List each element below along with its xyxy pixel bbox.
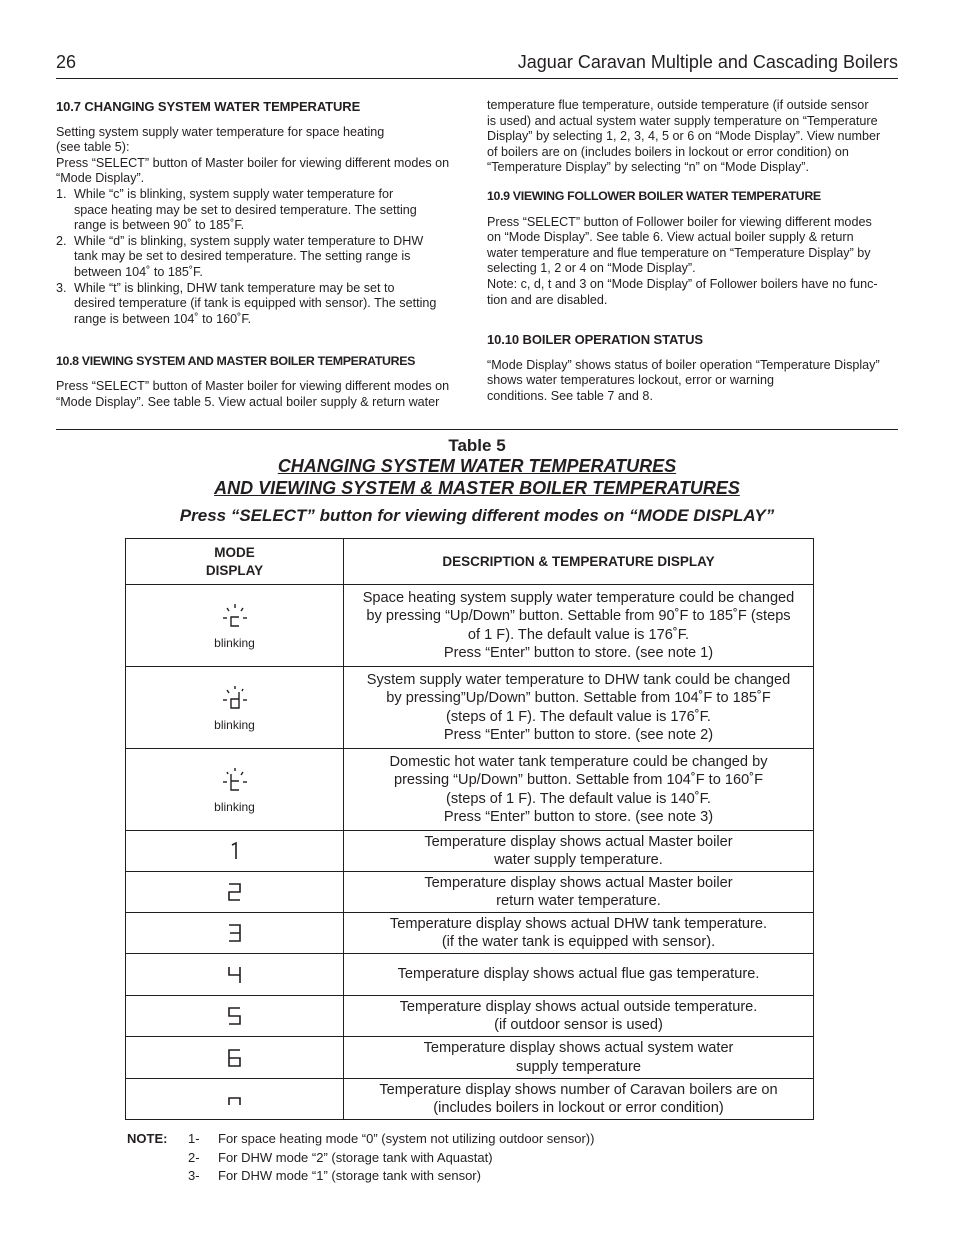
right-column bbox=[487, 98, 899, 405]
section-10-9-heading: 10.9 VIEWING FOLLOWER BOILER WATER TEMPERATURE bbox=[487, 188, 821, 203]
text-line: range is between 90˚ to 185˚F. bbox=[74, 218, 245, 233]
text-line: Temperature display shows actual Master boiler bbox=[424, 874, 733, 891]
text-line: conditions. See table 7 and 8. bbox=[487, 388, 653, 403]
description-cell bbox=[344, 831, 814, 872]
text-line: Press “Enter” button to store. (see note 1) bbox=[443, 644, 714, 661]
table-row bbox=[126, 954, 814, 996]
table-row bbox=[126, 996, 814, 1037]
text-line: Note: c, d, t and 3 on “Mode Display” of Follower boilers have no func- bbox=[487, 276, 878, 291]
segment-digit-4-icon bbox=[225, 964, 245, 986]
list-number: 3. bbox=[56, 280, 67, 295]
mode-display-table bbox=[125, 538, 814, 1120]
text-line: Temperature display shows actual outside temperature. bbox=[399, 998, 758, 1015]
text-line: shows water temperatures lockout, error or warning bbox=[487, 373, 774, 388]
section-10-8-continued bbox=[487, 98, 899, 176]
note-text: For space heating mode “0” (system not utilizing outdoor sensor)) bbox=[218, 1131, 595, 1146]
table-label: Table 5 bbox=[448, 436, 506, 455]
text-line: (if outdoor sensor is used) bbox=[494, 1017, 663, 1033]
section-10-8-heading: 10.8 VIEWING SYSTEM AND MASTER BOILER TEMPERATURES bbox=[56, 354, 416, 369]
mode-cell bbox=[126, 667, 344, 749]
text-line: Space heating system supply water temperature could be changed bbox=[362, 589, 795, 606]
text-line: (steps of 1 F). The default value is 176˚F. bbox=[446, 708, 711, 725]
description-header: DESCRIPTION & TEMPERATURE DISPLAY bbox=[344, 539, 814, 585]
document-title: Jaguar Caravan Multiple and Cascading Boilers bbox=[517, 52, 898, 72]
text-line: “Mode Display”. bbox=[56, 171, 145, 186]
table-row bbox=[126, 831, 814, 872]
text-line: Domestic hot water tank temperature could be changed by bbox=[389, 753, 768, 770]
page-header bbox=[56, 52, 898, 79]
mode-cell bbox=[126, 996, 344, 1037]
mode-cell bbox=[126, 831, 344, 872]
text-line: System supply water temperature to DHW tank could be changed bbox=[366, 671, 791, 688]
mode-cell bbox=[126, 954, 344, 996]
text-line: While “d” is blinking, system supply water temperature to DHW bbox=[74, 233, 424, 248]
text-line: tank may be set to desired temperature. The setting range is bbox=[74, 249, 411, 264]
text-line: of boilers are on (includes boilers in lockout or error condition) on bbox=[487, 144, 849, 159]
section-divider bbox=[56, 429, 898, 430]
segment-d-blinking-icon bbox=[217, 684, 253, 716]
note-number: 2- bbox=[188, 1150, 200, 1165]
table-title-line-2: AND VIEWING SYSTEM & MASTER BOILER TEMPERATURES bbox=[214, 478, 740, 498]
text-line: by pressing”Up/Down” button. Settable from 104˚F to 185˚F bbox=[386, 690, 771, 707]
description-cell bbox=[344, 913, 814, 954]
table-row bbox=[126, 913, 814, 954]
text-line: Setting system supply water temperature for space heating bbox=[56, 124, 385, 139]
table-row bbox=[126, 872, 814, 913]
text-line: While “c” is blinking, system supply water temperature for bbox=[74, 186, 394, 201]
text-line: Temperature display shows actual system water bbox=[423, 1040, 734, 1057]
description-cell bbox=[344, 667, 814, 749]
text-line: is used) and actual system water supply temperature on “Temperature bbox=[487, 113, 878, 128]
blinking-label: blinking bbox=[214, 799, 255, 814]
text-line: of 1 F). The default value is 176˚F. bbox=[467, 626, 690, 643]
mode-cell bbox=[126, 749, 344, 831]
segment-c-blinking-icon bbox=[217, 602, 253, 634]
header-text: MODE bbox=[214, 544, 255, 560]
text-line: by pressing “Up/Down” button. Settable from 90˚F to 185˚F (steps bbox=[366, 608, 791, 625]
text-line: Press “Enter” button to store. (see note 3) bbox=[443, 808, 714, 825]
table-row bbox=[126, 585, 814, 667]
list-item bbox=[56, 281, 470, 328]
text-line: supply temperature bbox=[516, 1058, 641, 1075]
section-10-10-heading: 10.10 BOILER OPERATION STATUS bbox=[487, 332, 703, 348]
mode-cell bbox=[126, 913, 344, 954]
mode-cell bbox=[126, 1037, 344, 1079]
mode-cell bbox=[126, 1079, 344, 1120]
text-line: Press “SELECT” button of Follower boiler for viewing different modes bbox=[487, 214, 872, 229]
segment-n-icon bbox=[225, 1088, 245, 1110]
text-line: Temperature display shows number of Caravan boilers are on bbox=[379, 1081, 778, 1098]
text-line: tion and are disabled. bbox=[487, 292, 608, 307]
table-row bbox=[126, 667, 814, 749]
text-line: Temperature display shows actual DHW tank temperature. bbox=[389, 915, 768, 932]
text-line: While “t” is blinking, DHW tank temperature may be set to bbox=[74, 280, 395, 295]
list-number: 1. bbox=[56, 186, 67, 201]
segment-digit-1-icon bbox=[225, 840, 245, 862]
note-text: For DHW mode “1” (storage tank with sensor) bbox=[218, 1168, 481, 1183]
text-line: (see table 5): bbox=[56, 140, 130, 155]
text-line: (if the water tank is equipped with sensor). bbox=[441, 934, 716, 950]
text-line: return water temperature. bbox=[496, 893, 661, 909]
segment-digit-5-icon bbox=[225, 1005, 245, 1027]
text-line: between 104˚ to 185˚F. bbox=[74, 264, 203, 279]
description-cell bbox=[344, 1079, 814, 1120]
left-column bbox=[56, 99, 470, 410]
table-subtitle: Press “SELECT” button for viewing different modes on “MODE DISPLAY” bbox=[179, 506, 775, 525]
list-item bbox=[56, 234, 470, 281]
section-10-7-intro bbox=[56, 125, 470, 187]
table-title-line-1: CHANGING SYSTEM WATER TEMPERATURES bbox=[277, 456, 677, 476]
text-line: Press “SELECT” button of Master boiler for viewing different modes on bbox=[56, 378, 450, 393]
text-line: (steps of 1 F). The default value is 140˚F. bbox=[446, 790, 711, 807]
text-line: Press “Enter” button to store. (see note 2) bbox=[443, 726, 714, 743]
text-line: water temperature and flue temperature on “Temperature Display” by bbox=[487, 245, 871, 260]
mode-cell bbox=[126, 585, 344, 667]
text-line: space heating may be set to desired temperature. The setting bbox=[74, 202, 417, 217]
table-header-row bbox=[126, 539, 814, 585]
note-number: 1- bbox=[188, 1131, 200, 1146]
segment-t-blinking-icon bbox=[217, 766, 253, 798]
note-number: 3- bbox=[188, 1168, 200, 1183]
section-10-7-heading: 10.7 CHANGING SYSTEM WATER TEMPERATURE bbox=[56, 99, 361, 114]
description-cell bbox=[344, 872, 814, 913]
table-row bbox=[126, 1079, 814, 1120]
section-10-8-text bbox=[56, 379, 470, 410]
text-line: temperature flue temperature, outside temperature (if outside sensor bbox=[487, 98, 869, 112]
header-text: DISPLAY bbox=[205, 562, 264, 578]
table-row bbox=[126, 1037, 814, 1079]
list-number: 2. bbox=[56, 233, 67, 248]
text-line: Press “SELECT” button of Master boiler for viewing different modes on bbox=[56, 155, 450, 170]
text-line: desired temperature (if tank is equipped with sensor). The setting bbox=[74, 296, 437, 311]
description-cell bbox=[344, 1037, 814, 1079]
section-10-9-text bbox=[487, 215, 899, 309]
segment-digit-6-icon bbox=[225, 1047, 245, 1069]
note-text: For DHW mode “2” (storage tank with Aquastat) bbox=[218, 1150, 493, 1165]
text-line: water supply temperature. bbox=[494, 852, 663, 868]
blinking-label: blinking bbox=[214, 717, 255, 732]
text-line: range is between 104˚ to 160˚F. bbox=[74, 311, 252, 326]
text-line: Temperature display shows actual Master boiler bbox=[424, 833, 733, 850]
blinking-label: blinking bbox=[214, 635, 255, 650]
note-label: NOTE: bbox=[127, 1131, 168, 1146]
page-number: 26 bbox=[56, 52, 77, 72]
mode-cell bbox=[126, 872, 344, 913]
text-line: on “Mode Display”. See table 6. View actual boiler supply & return bbox=[487, 230, 854, 245]
list-item bbox=[56, 187, 470, 234]
text-line: Display” by selecting 1, 2, 3, 4, 5 or 6 on “Mode Display”. View number bbox=[487, 129, 881, 144]
text-line: “Mode Display”. See table 5. View actual boiler supply & return water bbox=[56, 394, 440, 409]
text-line: (includes boilers in lockout or error condition) bbox=[433, 1100, 724, 1116]
description-cell bbox=[344, 585, 814, 667]
mode-display-header bbox=[126, 539, 344, 585]
text-line: selecting 1, 2 or 4 on “Mode Display”. bbox=[487, 261, 696, 276]
description-cell bbox=[344, 996, 814, 1037]
text-line: “Temperature Display” by selecting “n” on “Mode Display”. bbox=[487, 160, 809, 175]
segment-digit-2-icon bbox=[225, 881, 245, 903]
description-cell bbox=[344, 954, 814, 996]
table-row bbox=[126, 749, 814, 831]
segment-digit-3-icon bbox=[225, 922, 245, 944]
section-10-10-text bbox=[487, 358, 899, 405]
text-line: Temperature display shows actual flue gas temperature. bbox=[397, 966, 760, 983]
description-cell bbox=[344, 749, 814, 831]
text-line: pressing “Up/Down” button. Settable from 104˚F to 160˚F bbox=[393, 772, 764, 789]
section-10-7-list bbox=[56, 187, 470, 327]
text-line: “Mode Display” shows status of boiler operation “Temperature Display” bbox=[487, 357, 880, 372]
